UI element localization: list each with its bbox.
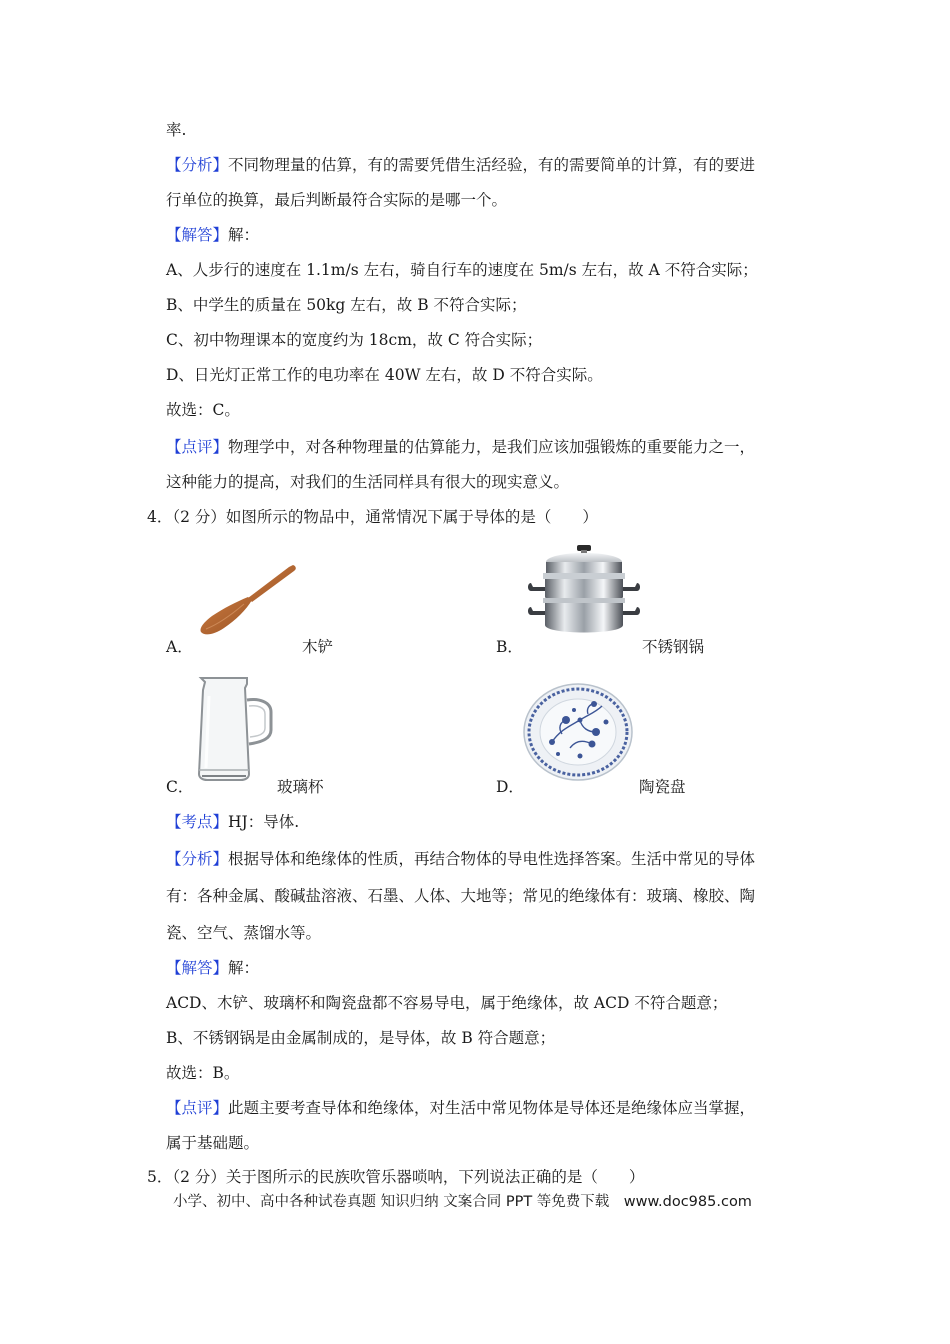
q4-option-d-letter: D． xyxy=(496,778,524,796)
answer-tag: 【解答】 xyxy=(166,226,229,244)
prev-comment-line-2: 这种能力的提高，对我们的生活同样具有很大的现实意义。 xyxy=(166,473,570,491)
q4-point-line xyxy=(166,812,299,832)
steel-pot-image xyxy=(525,543,643,637)
q5-stem: 5．（2 分）关于图所示的民族吹管乐器唢呐，下列说法正确的是（ ） xyxy=(147,1168,645,1186)
q4-comment-line-2: 属于基础题。 xyxy=(166,1134,260,1152)
wooden-spatula-image xyxy=(196,562,300,638)
answer-lead: 解： xyxy=(228,226,260,244)
analysis-tag: 【分析】 xyxy=(166,156,229,174)
q4-answer-head xyxy=(166,958,259,978)
q4-option-c-name: 玻璃杯 xyxy=(277,778,324,796)
q4-answer-2: B、不锈钢锅是由金属制成的，是导体，故 B 符合题意； xyxy=(166,1029,556,1047)
answer-tag: 【解答】 xyxy=(166,959,229,977)
point-tag: 【考点】 xyxy=(166,813,229,831)
q4-option-d-name: 陶瓷盘 xyxy=(639,778,686,796)
answer-lead: 解： xyxy=(228,959,260,977)
q4-option-b-name: 不锈钢锅 xyxy=(642,638,705,656)
prev-analysis-line-1 xyxy=(166,155,755,175)
analysis-tag: 【分析】 xyxy=(166,850,229,868)
q4-analysis-line-1 xyxy=(166,849,755,869)
q4-stem: 4．（2 分）如图所示的物品中，通常情况下属于导体的是（ ） xyxy=(147,508,598,526)
page-footer: 小学、初中、高中各种试卷真题 知识归纳 文案合同 PPT 等免费下载 www.doc985.com xyxy=(173,1194,752,1210)
glass-pitcher-image xyxy=(193,676,275,782)
q4-answer-1: ACD、木铲、玻璃杯和陶瓷盘都不容易导电，属于绝缘体，故 ACD 不符合题意； xyxy=(166,994,728,1012)
q4-option-c-letter: C． xyxy=(166,778,194,796)
point-text: HJ：导体. xyxy=(228,813,300,831)
comment-text: 此题主要考查导体和绝缘体，对生活中常见物体是导体还是绝缘体应当掌握， xyxy=(228,1099,756,1117)
q4-option-a-letter: A． xyxy=(166,638,193,656)
prev-analysis-line-2: 行单位的换算，最后判断最符合实际的是哪一个。 xyxy=(166,191,508,209)
prev-answer-c: C、初中物理课本的宽度约为 18cm，故 C 符合实际； xyxy=(166,331,543,349)
q4-analysis-line-2: 有：各种金属、酸碱盐溶液、石墨、人体、大地等；常见的绝缘体有：玻璃、橡胶、陶 xyxy=(166,887,756,905)
q4-choice: 故选：B。 xyxy=(166,1064,240,1082)
analysis-text: 根据导体和绝缘体的性质，再结合物体的导电性选择答案。生活中常见的导体 xyxy=(228,850,756,868)
prev-answer-a: A、人步行的速度在 1.1m/s 左右，骑自行车的速度在 5m/s 左右，故 A 不符合实际； xyxy=(166,261,758,279)
q4-comment-line-1 xyxy=(166,1098,755,1118)
comment-text: 物理学中，对各种物理量的估算能力，是我们应该加强锻炼的重要能力之一， xyxy=(228,438,756,456)
prev-answer-d: D、日光灯正常工作的电功率在 40W 左右，故 D 不符合实际。 xyxy=(166,366,603,384)
comment-tag: 【点评】 xyxy=(166,1099,229,1117)
prev-answer-b: B、中学生的质量在 50kg 左右，故 B 不符合实际； xyxy=(166,296,527,314)
q4-option-a-name: 木铲 xyxy=(302,638,334,656)
porcelain-plate-image xyxy=(522,682,634,782)
prev-answer-head xyxy=(166,225,259,245)
q4-analysis-line-3: 瓷、空气、蒸馏水等。 xyxy=(166,924,322,942)
prev-comment-line-1 xyxy=(166,437,755,457)
prev-choice: 故选：C。 xyxy=(166,401,240,419)
q4-option-b-letter: B． xyxy=(496,638,523,656)
analysis-text: 不同物理量的估算，有的需要凭借生活经验，有的需要简单的计算，有的要进 xyxy=(228,156,756,174)
prev-tail: 率. xyxy=(166,121,187,139)
comment-tag: 【点评】 xyxy=(166,438,229,456)
